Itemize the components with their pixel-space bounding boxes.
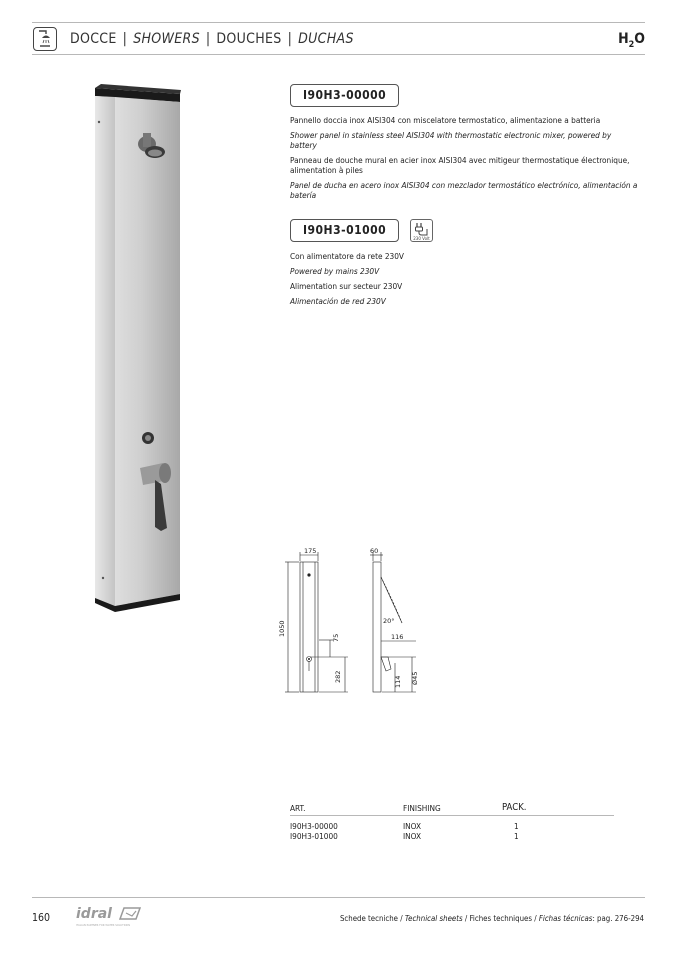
header-top-rule [32, 22, 645, 23]
col-header-finishing: FINISHING [403, 803, 441, 813]
logo-tagline: ITALIAN PARTNER FOR WATER SOLUTIONS [76, 924, 131, 927]
desc-line-es: Panel de ducha en acero inox AISI304 con mezclador termostático electrónico, alimentación a batería [290, 180, 638, 200]
h2o-mark: $H_2O$ [618, 31, 645, 50]
title-part: SHOWERS [133, 31, 200, 47]
dim-lever: 114 [394, 675, 402, 688]
cell-finishing: INOX [403, 821, 421, 831]
dim-width: 175 [304, 547, 317, 555]
desc-line-es: Alimentación de red 230V [290, 296, 386, 306]
title-separator: | [122, 31, 128, 47]
dim-projection: 116 [391, 633, 404, 641]
dim-diameter: Ø45 [411, 671, 419, 685]
footer-reference: Schede tecniche / Technical sheets / Fiches techniques / Fichas técnicas: pag. 276-294 [339, 914, 644, 923]
dim-depth: 60 [370, 547, 379, 555]
title-part: DOCCE [70, 31, 117, 47]
cell-art: I90H3-00000 [290, 821, 338, 831]
page-title [70, 31, 354, 47]
dim-angle: 20° [383, 617, 395, 625]
desc-line-fr: Alimentation sur secteur 230V [290, 281, 403, 291]
cell-art: I90H3-01000 [290, 831, 338, 841]
col-header-pack: PACK. [502, 802, 527, 813]
cell-pack: 1 [514, 821, 519, 831]
dim-valve-offset: 75 [332, 633, 340, 642]
cell-finishing: INOX [403, 831, 421, 841]
page-number: 160 [32, 912, 51, 924]
shower-icon [33, 27, 57, 51]
idral-logo [76, 905, 146, 933]
title-part: DOUCHES [216, 31, 282, 47]
cell-pack: 1 [514, 831, 519, 841]
header-bottom-rule [32, 54, 645, 55]
power-plug-icon [410, 219, 433, 242]
desc-line-en: Powered by mains 230V [290, 266, 380, 276]
power-icon-label: 230 Volt [413, 236, 430, 241]
desc-line-it: Pannello doccia inox AISI304 con miscelatore termostatico, alimentazione a batteria [290, 115, 601, 125]
dim-valve-height: 282 [334, 670, 342, 683]
title-part: DUCHAS [298, 31, 354, 47]
desc-line-fr: Panneau de douche mural en acier inox AISI304 avec mitigeur thermostatique électronique, alimentation à piles [290, 155, 630, 175]
footer-rule [32, 897, 645, 898]
product-description [290, 115, 640, 205]
technical-drawing [270, 545, 440, 709]
title-separator: | [287, 31, 293, 47]
shower-panel-image [85, 80, 195, 619]
title-separator: | [205, 31, 211, 47]
desc-line-it: Con alimentatore da rete 230V [290, 251, 404, 261]
product-description [290, 251, 640, 311]
product-code-box: I90H3-01000 [290, 219, 399, 242]
desc-line-en: Shower panel in stainless steel AISI304 with thermostatic electronic mixer, powered by battery [290, 130, 612, 150]
dim-height: 1050 [278, 620, 286, 637]
product-code-box: I90H3-00000 [290, 84, 399, 107]
logo-wordmark: idral [76, 906, 112, 922]
col-header-art: ART. [290, 803, 306, 813]
table-header-rule [290, 815, 614, 816]
